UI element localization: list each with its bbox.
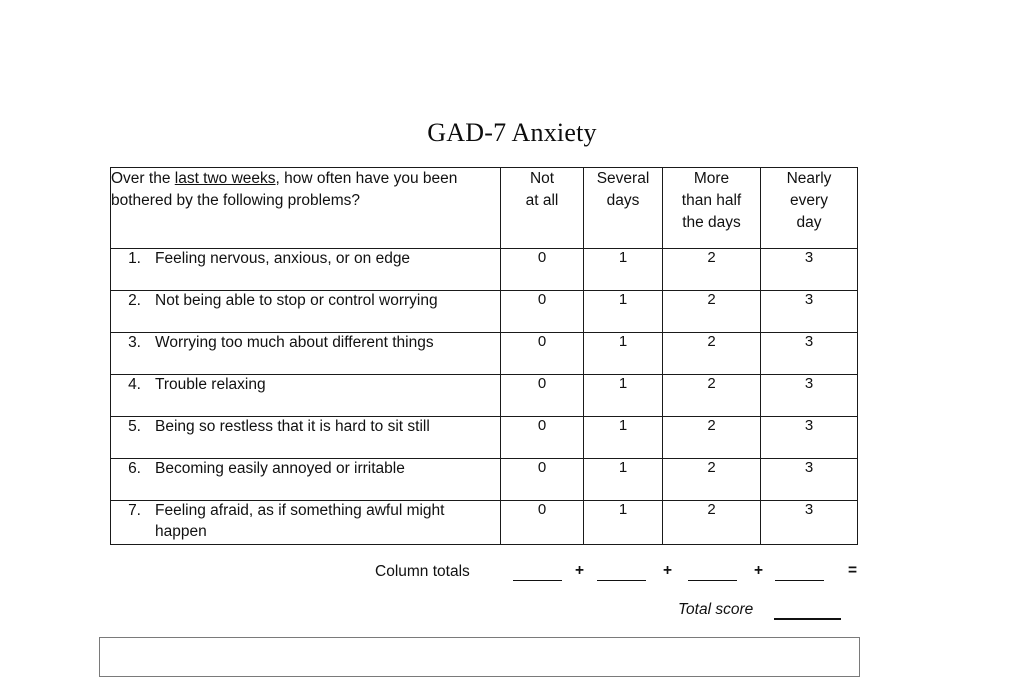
question-item-6 <box>111 459 501 501</box>
column-header-line: than half <box>681 192 742 209</box>
column-header-more-than-half-the-days <box>663 168 761 249</box>
table-row <box>111 291 858 333</box>
question-item-3 <box>111 333 501 375</box>
item-text: Becoming easily annoyed or irritable <box>155 460 405 477</box>
bottom-section-box <box>99 637 860 677</box>
score-option-3[interactable]: 3 <box>761 501 858 545</box>
question-item-1 <box>111 249 501 291</box>
score-option-3[interactable]: 3 <box>761 459 858 501</box>
score-option-1[interactable]: 1 <box>584 333 663 375</box>
table-row <box>111 501 858 545</box>
plus-operator: + <box>575 562 585 579</box>
item-text: Feeling afraid, as if something awful might happen <box>155 502 445 540</box>
plus-operator: + <box>754 562 764 579</box>
equals-operator: = <box>848 562 858 579</box>
total-score-blank[interactable] <box>774 603 841 620</box>
header-question-cell <box>111 168 501 249</box>
score-option-2[interactable]: 2 <box>663 333 761 375</box>
table-row <box>111 459 858 501</box>
column-header-line: at all <box>525 192 559 209</box>
item-text: Worrying too much about different things <box>155 334 434 351</box>
table-row <box>111 249 858 291</box>
score-option-2[interactable]: 2 <box>663 375 761 417</box>
total-score-label: Total score <box>678 601 754 618</box>
column-header-line: Not <box>529 170 555 187</box>
table-header-row <box>111 168 858 249</box>
header-question-underlined: last two weeks <box>174 170 276 187</box>
table-row <box>111 417 858 459</box>
column-header-line: the days <box>682 214 741 231</box>
item-text: Being so restless that it is hard to sit still <box>155 418 430 435</box>
score-option-0[interactable]: 0 <box>501 291 584 333</box>
column-total-blank-2[interactable] <box>597 564 646 581</box>
column-header-not-at-all <box>501 168 584 249</box>
item-number: 5. <box>128 418 141 435</box>
column-header-line: More <box>693 170 730 187</box>
score-option-1[interactable]: 1 <box>584 291 663 333</box>
gad7-questionnaire-table <box>110 167 858 545</box>
question-item-7 <box>111 501 501 545</box>
score-option-0[interactable]: 0 <box>501 249 584 291</box>
question-item-4 <box>111 375 501 417</box>
item-number: 6. <box>128 460 141 477</box>
score-option-0[interactable]: 0 <box>501 375 584 417</box>
score-option-3[interactable]: 3 <box>761 375 858 417</box>
item-number: 1. <box>128 250 141 267</box>
column-header-several-days <box>584 168 663 249</box>
score-option-3[interactable]: 3 <box>761 249 858 291</box>
score-option-1[interactable]: 1 <box>584 375 663 417</box>
score-option-3[interactable]: 3 <box>761 291 858 333</box>
item-number: 3. <box>128 334 141 351</box>
score-option-3[interactable]: 3 <box>761 333 858 375</box>
item-number: 2. <box>128 292 141 309</box>
score-option-2[interactable]: 2 <box>663 291 761 333</box>
score-option-1[interactable]: 1 <box>584 249 663 291</box>
score-option-0[interactable]: 0 <box>501 459 584 501</box>
table-row <box>111 375 858 417</box>
column-total-blank-4[interactable] <box>775 564 824 581</box>
score-option-0[interactable]: 0 <box>501 417 584 459</box>
table-row <box>111 333 858 375</box>
score-option-0[interactable]: 0 <box>501 333 584 375</box>
header-question-prefix: Over the <box>111 170 175 187</box>
plus-operator: + <box>663 562 673 579</box>
score-option-2[interactable]: 2 <box>663 249 761 291</box>
column-header-nearly-every-day <box>761 168 858 249</box>
item-text: Feeling nervous, anxious, or on edge <box>155 250 411 267</box>
score-option-0[interactable]: 0 <box>501 501 584 545</box>
question-item-5 <box>111 417 501 459</box>
column-header-line: Several <box>596 170 650 187</box>
score-option-1[interactable]: 1 <box>584 417 663 459</box>
item-number: 7. <box>128 502 141 519</box>
item-text: Not being able to stop or control worrying <box>155 292 438 309</box>
column-header-line: days <box>606 192 640 209</box>
column-total-blank-3[interactable] <box>688 564 737 581</box>
page-title: GAD-7 Anxiety <box>427 118 597 147</box>
column-totals-row <box>110 562 860 586</box>
score-option-2[interactable]: 2 <box>663 459 761 501</box>
score-option-3[interactable]: 3 <box>761 417 858 459</box>
score-option-2[interactable]: 2 <box>663 501 761 545</box>
total-score-row <box>110 600 860 626</box>
column-header-line: day <box>796 214 822 231</box>
item-number: 4. <box>128 376 141 393</box>
column-total-blank-1[interactable] <box>513 564 562 581</box>
score-option-1[interactable]: 1 <box>584 459 663 501</box>
score-option-2[interactable]: 2 <box>663 417 761 459</box>
column-header-line: every <box>790 192 828 209</box>
column-header-line: Nearly <box>786 170 832 187</box>
item-text: Trouble relaxing <box>155 376 266 393</box>
question-item-2 <box>111 291 501 333</box>
column-totals-label: Column totals <box>375 563 470 580</box>
header-question-suffix: , how often have you been bothered by the following problems? <box>111 170 458 209</box>
score-option-1[interactable]: 1 <box>584 501 663 545</box>
